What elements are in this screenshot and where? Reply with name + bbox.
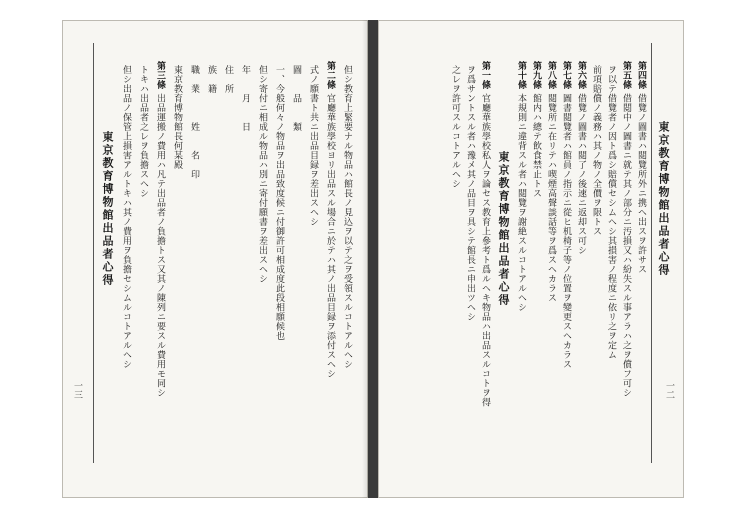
left-article-text: トキハ出品者之レヲ負擔スヘシ	[138, 65, 148, 198]
left-article-text: 東京教育博物館長何某殿	[172, 65, 182, 170]
left-article-text: 但シ教育上緊要ナル物品ハ館長ノ見込ヲ以テ之ヲ受領スルコトアルヘシ	[342, 65, 352, 369]
right-section-article-text: 之レヲ許可スルコトアルヘシ	[450, 65, 460, 189]
left-column	[290, 61, 302, 132]
right-column	[590, 61, 602, 236]
right-article-text: 閲覽所ニ在リテハ喫煙高聲談話等ヲ爲スヘカラス	[546, 93, 556, 303]
right-article-text: 館内ハ總テ飲食禁止トス	[531, 93, 541, 198]
right-article-label: 第七條	[561, 61, 571, 90]
left-article-text: 一、今般何々ノ物品ヲ出品致度候ニ付御許可相成度此段相願候也	[274, 65, 284, 341]
left-column	[239, 61, 251, 132]
right-section-column	[479, 61, 491, 407]
right-article-text: ヲ以テ借覽者ノ因ト爲シ賠償セシムヘシ其損害ノ程度ニ依リ之ヲ定ム	[606, 65, 616, 360]
right-column	[620, 61, 632, 398]
right-section-column	[464, 61, 476, 322]
left-column	[222, 61, 234, 94]
right-article-text: 前項賠償ノ義務ハ其ノ物ノ全價ヲ限トス	[591, 65, 601, 236]
left-column	[341, 61, 353, 369]
left-article-text: 年 月 日	[240, 65, 250, 132]
left-footer-title: 東京教育博物館出品者心得	[101, 131, 114, 287]
left-page	[62, 20, 368, 498]
right-page-number: 一二	[664, 381, 674, 399]
left-article-text: 式ノ願書ト共ニ出品目録ヲ差出スヘシ	[308, 65, 318, 227]
left-column	[307, 61, 319, 227]
right-article-label: 第十條	[516, 61, 526, 90]
right-page	[378, 20, 684, 498]
right-section-article-text: 官廳華族學校私人ヲ論セス教育上參考ト爲ルヘキ物品ハ出品スルコトヲ得	[480, 93, 490, 407]
right-article-label: 第五條	[621, 61, 631, 90]
right-article-label: 第四條	[636, 61, 646, 90]
right-section-column	[449, 61, 461, 189]
left-article-text: 但シ出品ノ保管上損害アルトキハ其ノ費用ヲ負擔セシムルコトアルヘシ	[121, 65, 131, 369]
right-article-text: 圖書閲覽者ハ館員ノ指示ニ從ヒ机椅子等ノ位置ヲ變更スヘカラス	[561, 93, 571, 369]
left-column	[188, 61, 200, 179]
right-article-label: 第八條	[546, 61, 556, 90]
left-column	[171, 61, 183, 170]
right-column	[635, 61, 647, 274]
right-article-label: 第六條	[576, 61, 586, 90]
left-column	[273, 61, 285, 341]
right-section-article-text: ヲ爲サントスル者ハ豫メ其ノ品目ヲ具シテ館長ニ申出ツヘシ	[465, 65, 475, 322]
right-column	[575, 61, 587, 255]
left-article-text: 圖 品 類	[291, 65, 301, 132]
left-column	[137, 61, 149, 198]
left-frame-rule	[93, 43, 94, 463]
right-article-text: 本規則ニ違背スル者ハ閲覽ヲ謝絶スルコトアルヘシ	[516, 93, 526, 312]
right-section-article-label: 第一條	[480, 61, 490, 90]
left-article-text: 出品運搬ノ費用ハ凡テ出品者ノ負擔トス又其ノ陳列ニ要スル費用モ同シ	[155, 93, 165, 398]
right-article-text: 借閲中ノ圖書ニ就テ其ノ部分ニ汚損又ハ紛失スル事アラハ之ヲ償フ可シ	[621, 93, 631, 398]
left-article-text: 但シ寄付ニ相成ル物品ハ別ニ寄付願書ヲ差出スヘシ	[257, 65, 267, 284]
left-column	[256, 61, 268, 284]
right-frame-rule	[651, 43, 652, 463]
right-column	[560, 61, 572, 369]
left-page-number: 一三	[72, 381, 82, 399]
right-page-title: 東京教育博物館出品者心得	[657, 121, 670, 277]
left-column	[154, 61, 166, 398]
right-article-text: 借覽ノ圖書ハ閲了ノ後速ニ返却ス可シ	[576, 93, 586, 255]
left-article-text: 住 所	[223, 65, 233, 94]
right-column	[545, 61, 557, 303]
left-article-text: 職 業 姓 名 印	[189, 65, 199, 179]
book-gutter	[368, 20, 378, 498]
left-column	[120, 61, 132, 369]
left-article-label: 第二條	[325, 61, 335, 90]
left-article-text: 族 籍	[206, 65, 216, 94]
left-article-label: 第三條	[155, 61, 165, 90]
right-column	[530, 61, 542, 198]
right-article-text: 借覽ノ圖書ハ閲覽所外ニ携ヘ出スヲ許サス	[636, 93, 646, 274]
right-article-label: 第九條	[531, 61, 541, 90]
book-spread	[62, 20, 684, 498]
left-article-text: 官廳華族學校ヨリ出品スル場合ニ於テハ其ノ出品目録ヲ添付スヘシ	[325, 93, 335, 379]
right-column	[605, 61, 617, 360]
left-column	[324, 61, 336, 379]
right-section-title: 東京教育博物館出品者心得	[497, 151, 510, 307]
right-column	[515, 61, 527, 312]
left-column	[205, 61, 217, 94]
